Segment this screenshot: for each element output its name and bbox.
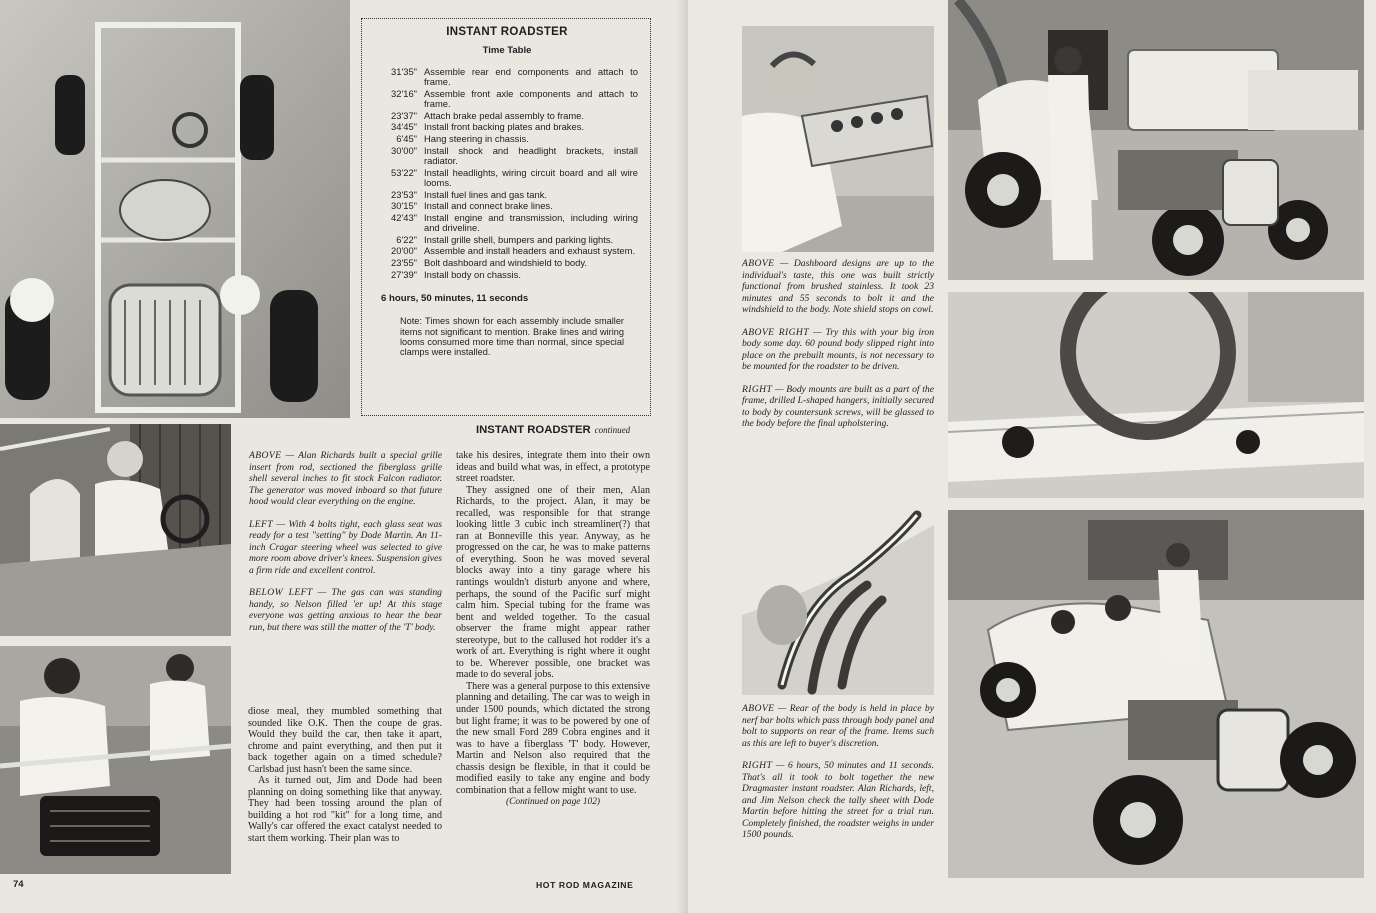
continued-header [476, 424, 656, 436]
body-paragraph: diose meal, they mumbled something that sounded like O.K. Then the coupe de gras. Would they build the car, then take it apart, chrome and paint everything, and then put it back together again on a timed schedule? Carlsbad just hasn't been the same since. [248, 706, 442, 775]
time-table-time: 31'35" [391, 65, 417, 77]
body-paragraph: There was a general purpose to this extensive planning and detailing. The car was to weigh in under 1500 pounds, which dictated the strong but light frame; it was to be powered by one of the new small Ford 289 Cobra engines and it was to have a fiberglass 'T' body. However, Martin and Nelson also required that the chassis design be flexible, in that it could be modified easily to take any engine and body combination that a fellow might want to use. [456, 680, 650, 796]
time-table-row [376, 146, 638, 167]
photo-chassis-overhead [0, 0, 350, 418]
time-table-task: Install and connect brake lines. [424, 200, 553, 212]
time-table-row [376, 270, 638, 280]
time-table-task: Assemble rear end components and attach to frame. [424, 65, 638, 88]
time-table-rows [376, 67, 638, 280]
magazine-name: HOT ROD MAGAZINE [536, 880, 634, 890]
continued-header-title: INSTANT ROADSTER [476, 424, 591, 436]
time-table-subtitle: Time Table [482, 45, 532, 57]
photo-finished-roadster [948, 510, 1364, 878]
time-table-row [376, 213, 638, 234]
continued-on-line: (Continued on page 102) [506, 797, 600, 808]
time-table-time: 30'15" [391, 200, 417, 212]
body-paragraph: take his desires, integrate them into their own ideas and build what was, in effect, a prototype street roadster. [456, 450, 650, 485]
caption-paragraph [742, 703, 934, 749]
caption-lead: ABOVE RIGHT [742, 326, 809, 338]
caption-lead: BELOW LEFT [249, 587, 313, 598]
page-number: 74 [13, 879, 24, 890]
photo-seat-test [0, 424, 231, 636]
time-table-row [376, 111, 638, 121]
time-table-row [376, 235, 638, 245]
photo-dashboard [742, 26, 934, 252]
caption-lead: ABOVE [742, 258, 775, 269]
caption-lead: RIGHT [742, 383, 773, 395]
continued-header-label: continued [594, 425, 631, 435]
time-table-task: Install grille shell, bumpers and parking lights. [424, 233, 614, 245]
time-table-time: 6'22" [396, 233, 417, 245]
time-table-task: Hang steering in chassis. [424, 133, 529, 144]
time-table-time: 34'45" [391, 121, 417, 133]
caption-text: — Alan Richards built a special grille insert from rod, sectioned the fiberglass grille shell several inches to fit stock Falcon radiator. The generator was moved inboard so that future hood would clear everything on the engine. [249, 450, 442, 507]
caption-text: — Rear of the body is held in place by nerf bar bolts which pass through body panel and bolt to supports on rear of the frame. Items such as this are left to buyer's discretion. [742, 703, 934, 749]
caption-paragraph [742, 258, 934, 316]
caption-text: — 6 hours, 50 minutes and 11 seconds. That's all it took to bolt together the new Dragmaster instant roadster. Alan Richards, left, and Jim Nelson check the tally sheet with Dode Martin before hitting the street for a trial run. Completely finished, the roadster weighs in under 1500 pounds. [742, 760, 934, 840]
body-column-2 [456, 450, 650, 809]
time-table-row [376, 190, 638, 200]
photo-body-drop [948, 0, 1364, 280]
left-captions [249, 450, 442, 644]
right-captions-top [742, 258, 934, 441]
caption-text: — Body mounts are built as a part of the frame, drilled L-shaped hangers, initially secured to body by countersunk screws, will be glassed to the body before the final upholstering. [742, 383, 934, 429]
time-table-task: Install body on chassis. [424, 268, 521, 280]
right-captions-bottom [742, 703, 934, 852]
time-table-time: 23'53" [391, 188, 417, 200]
time-table-task: Bolt dashboard and windshield to body. [424, 256, 587, 268]
caption-paragraph [249, 587, 442, 633]
time-table-row [376, 201, 638, 211]
time-table-total: 6 hours, 50 minutes, 11 seconds [381, 292, 529, 304]
caption-text: — Dashboard designs are up to the individual's taste, this one was built strictly functional from brushed stainless. It took 23 minutes and 55 seconds to bolt it and the windshield to the body. Note shield stops on cowl. [742, 258, 934, 315]
body-paragraph: They assigned one of their men, Alan Richards, to the project. Alan, it may be recalled, was responsible for that strange looking little 3 cubic inch streamliner(?) that ran at Bonneville this year. Anyway, as he progressed on the car, he was to make patterns of everything. Soon he was moved several blocks away into a tiny garage where his rantings wouldn't disturb anyone and where, perhaps, the sound of the Pacific surf might calm him. Special tubing for the frame was bent and welded together. To the casual observer the frame might appear rather stereotype, but to the callused hot rodder it's a work of art. Everything is right where it ought to be. Wherever possible, one bracket was made to do several jobs. [456, 484, 650, 681]
caption-paragraph [742, 384, 934, 430]
time-table-row [376, 134, 638, 144]
time-table-task: Install engine and transmission, including wiring and driveline. [424, 211, 638, 234]
body-column-1 [248, 706, 442, 845]
time-table-task: Install fuel lines and gas tank. [424, 188, 547, 200]
caption-paragraph [742, 760, 934, 841]
time-table-time: 23'55" [391, 256, 417, 268]
caption-lead: LEFT [249, 518, 273, 530]
time-table-time: 23'37" [391, 109, 417, 121]
time-table-time: 53'22" [391, 166, 417, 178]
caption-text: — The gas can was standing handy, so Nelson filled 'er up! At this stage everyone was getting anxious to hear the bear run, but there was still the matter of the 'T' body. [249, 587, 442, 633]
time-table-row [376, 168, 638, 189]
time-table-box [361, 18, 651, 416]
caption-text: — With 4 bolts tight, each glass seat was ready for a test "setting" by Dode Martin. An 11-inch Cragar steering wheel was selected to give more room above driver's knees. Suspension gives a firm ride and excellent control. [249, 518, 442, 576]
time-table-task: Attach brake pedal assembly to frame. [424, 109, 584, 121]
time-table-row [376, 258, 638, 268]
caption-text: — Try this with your big iron body some day. 60 pound body slipped right into place on the prebuilt mounts, is not necessary to be mounted for the roadster to be driven. [742, 326, 934, 372]
time-table-task: Install headlights, wiring circuit board and all wire looms. [424, 166, 638, 188]
time-table-note: Note: Times shown for each assembly include smaller items not significant to mention. Brake lines and wiring looms consumed more time than normal, since special clamps were installed. [400, 316, 624, 357]
time-table-time: 32'16" [391, 87, 417, 99]
time-table-time: 6'45" [396, 133, 417, 144]
caption-paragraph [249, 450, 442, 508]
right-page [688, 0, 1376, 913]
time-table-title: INSTANT ROADSTER [446, 26, 568, 38]
time-table-task: Assemble front axle components and attach to frame. [424, 87, 638, 110]
time-table-time: 20'00" [391, 245, 417, 257]
time-table-row [376, 67, 638, 88]
time-table-time: 30'00" [391, 144, 417, 156]
caption-paragraph [742, 327, 934, 373]
time-table-task: Install shock and headlight brackets, install radiator. [424, 144, 638, 166]
time-table-time: 27'39" [391, 268, 417, 280]
time-table-task: Assemble and install headers and exhaust system. [424, 245, 636, 257]
caption-lead: ABOVE [742, 703, 775, 714]
time-table-time: 42'43" [391, 211, 417, 223]
photo-body-mount [948, 292, 1364, 498]
time-table-task: Install front backing plates and brakes. [424, 121, 584, 133]
time-table-row [376, 246, 638, 256]
body-paragraph: As it turned out, Jim and Dode had been planning on doing something like that anyway. They had been tossing around the plan of building a hot rod "kit" for a long time, and Wally's car offered the exact catalyst needed to start them working. Their plan was to [248, 775, 442, 845]
caption-paragraph [249, 519, 442, 577]
photo-exhaust-headers [742, 505, 934, 695]
time-table-row [376, 89, 638, 110]
caption-lead: RIGHT [742, 760, 773, 771]
caption-lead: ABOVE [249, 450, 282, 461]
time-table-row [376, 122, 638, 132]
photo-fueling [0, 646, 231, 874]
